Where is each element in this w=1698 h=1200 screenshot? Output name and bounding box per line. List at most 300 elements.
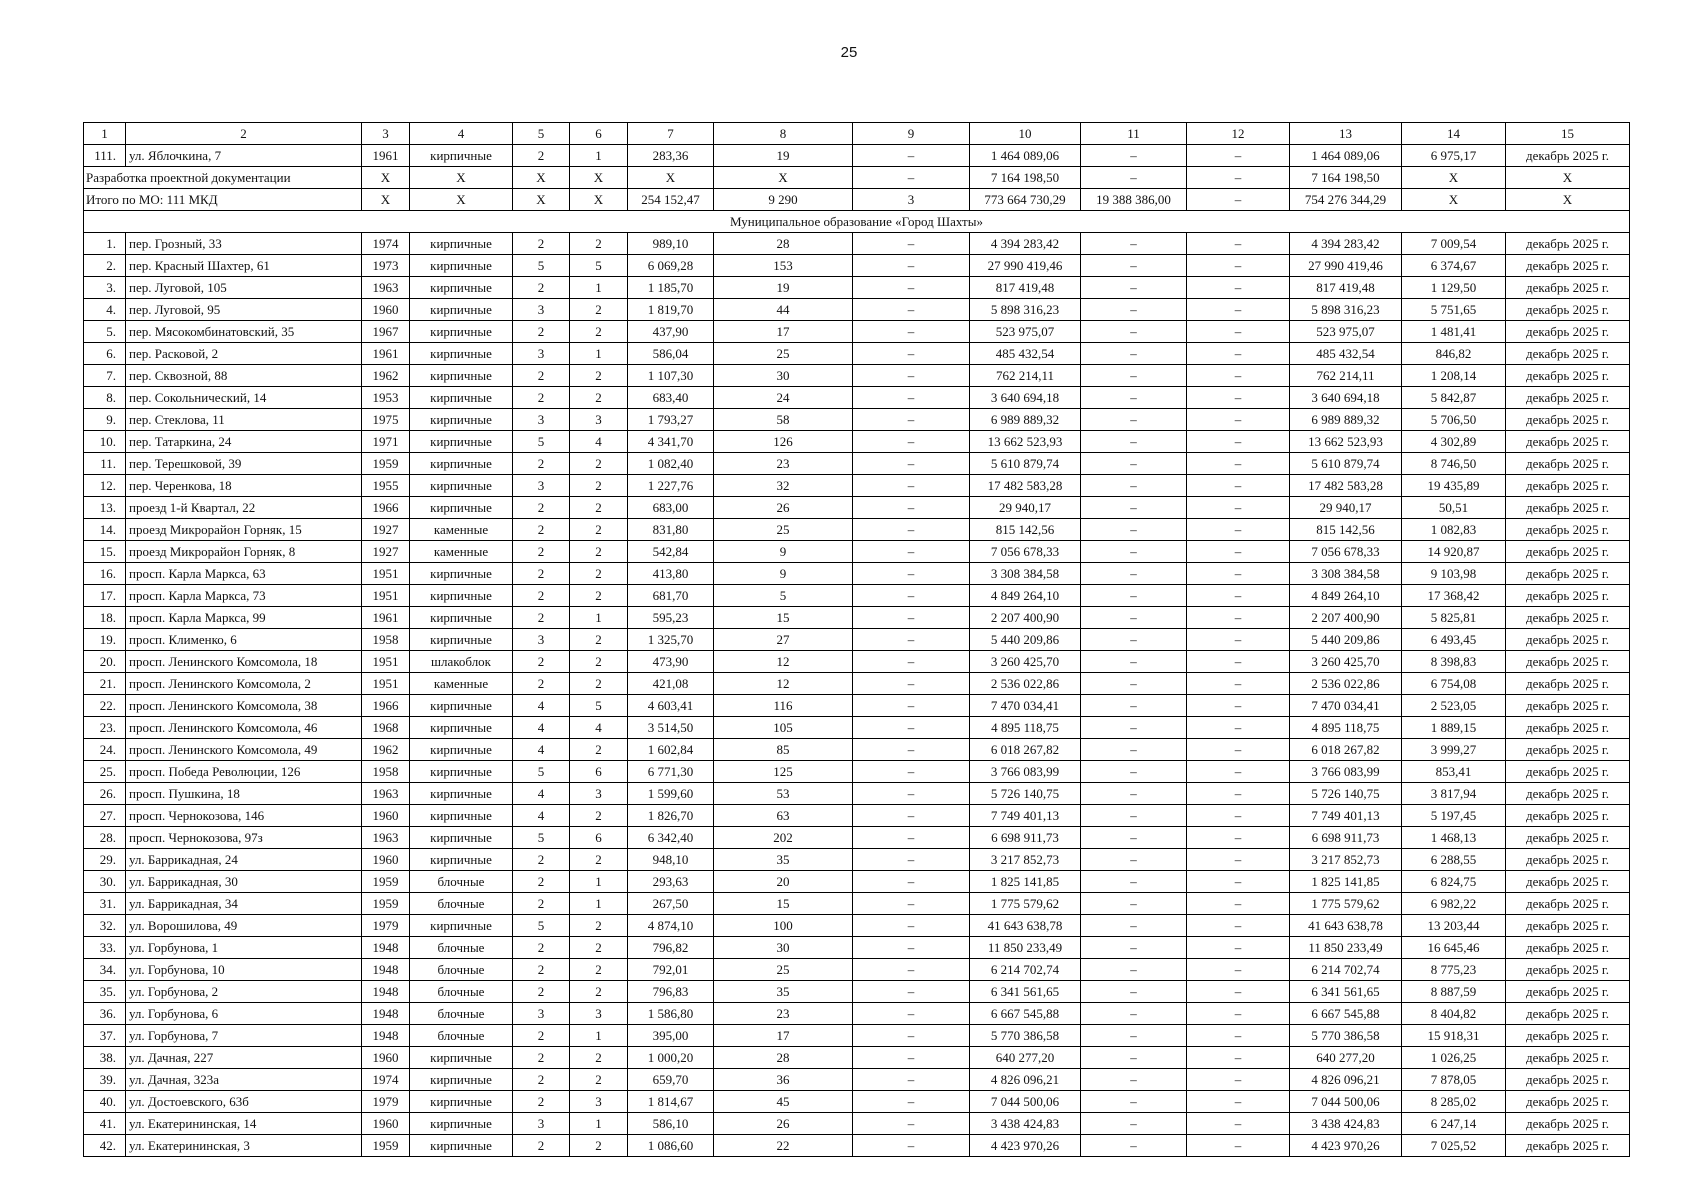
table-cell: 5 770 386,58 [970, 1025, 1081, 1047]
table-cell: 1 889,15 [1402, 717, 1506, 739]
table-cell: 42. [84, 1135, 126, 1157]
table-cell: 1979 [362, 1091, 410, 1113]
column-number-cell: 1 [84, 123, 126, 145]
table-cell: кирпичные [410, 1069, 513, 1091]
table-cell: – [853, 871, 970, 893]
table-cell: 35 [714, 849, 853, 871]
table-cell: 485 432,54 [1290, 343, 1402, 365]
table-row [84, 431, 1630, 453]
table-cell: X [410, 189, 513, 211]
table-cell: – [1081, 277, 1187, 299]
table-cell: 5 898 316,23 [970, 299, 1081, 321]
table-cell: 2 [570, 585, 628, 607]
table-cell: – [1081, 629, 1187, 651]
table-cell: кирпичные [410, 321, 513, 343]
table-cell: декабрь 2025 г. [1506, 277, 1630, 299]
table-cell: 796,82 [628, 937, 714, 959]
table-cell: декабрь 2025 г. [1506, 629, 1630, 651]
table-cell: декабрь 2025 г. [1506, 145, 1630, 167]
page-number: 25 [840, 44, 858, 61]
table-cell: – [1081, 145, 1187, 167]
table-cell: 1951 [362, 585, 410, 607]
table-cell: 2 [570, 739, 628, 761]
table-cell: 1975 [362, 409, 410, 431]
table-cell: 1 [570, 607, 628, 629]
table-row [84, 651, 1630, 673]
table-cell: 9 [714, 563, 853, 585]
summary-row [84, 189, 1630, 211]
table-cell: – [1081, 409, 1187, 431]
table-cell: 4 [513, 739, 570, 761]
table-cell: 6 069,28 [628, 255, 714, 277]
section-header-row [84, 211, 1630, 233]
table-cell: 25 [714, 519, 853, 541]
table-cell: 2 [513, 519, 570, 541]
table-cell: блочные [410, 1003, 513, 1025]
table-cell: 2 [513, 607, 570, 629]
table-cell: кирпичные [410, 739, 513, 761]
table-cell: 683,00 [628, 497, 714, 519]
table-cell: – [1187, 761, 1290, 783]
table-cell: 2 [570, 981, 628, 1003]
column-number-cell: 10 [970, 123, 1081, 145]
table-cell: – [1187, 1135, 1290, 1157]
table-cell: 6 214 702,74 [1290, 959, 1402, 981]
table-cell: 2 [513, 1047, 570, 1069]
table-cell: 1974 [362, 1069, 410, 1091]
table-cell: – [1081, 167, 1187, 189]
table-cell: ул. Горбунова, 10 [126, 959, 362, 981]
table-cell: 2 [513, 959, 570, 981]
table-cell: 11 850 233,49 [970, 937, 1081, 959]
table-cell: декабрь 2025 г. [1506, 475, 1630, 497]
table-cell: декабрь 2025 г. [1506, 915, 1630, 937]
table-cell: ул. Яблочкина, 7 [126, 145, 362, 167]
table-cell: просп. Пушкина, 18 [126, 783, 362, 805]
table-cell: 2 [570, 673, 628, 695]
table-row [84, 783, 1630, 805]
table-cell: 6 982,22 [1402, 893, 1506, 915]
table-cell: кирпичные [410, 453, 513, 475]
table-cell: 27 990 419,46 [1290, 255, 1402, 277]
table-cell: – [853, 343, 970, 365]
table-cell: X [570, 189, 628, 211]
table-cell: 2 [570, 629, 628, 651]
table-cell: 1 464 089,06 [1290, 145, 1402, 167]
column-number-row [84, 123, 1630, 145]
table-cell: 6 754,08 [1402, 673, 1506, 695]
table-cell: кирпичные [410, 1113, 513, 1135]
table-row [84, 827, 1630, 849]
table-cell: – [1187, 607, 1290, 629]
table-cell: 831,80 [628, 519, 714, 541]
table-cell: 2 [570, 541, 628, 563]
table-cell: просп. Карла Маркса, 99 [126, 607, 362, 629]
table-cell: декабрь 2025 г. [1506, 365, 1630, 387]
table-cell: 846,82 [1402, 343, 1506, 365]
table-cell: 473,90 [628, 651, 714, 673]
table-cell: – [1187, 277, 1290, 299]
table-cell: 6 493,45 [1402, 629, 1506, 651]
table-cell: 2 [513, 497, 570, 519]
table-cell: 23 [714, 453, 853, 475]
table-cell: проезд Микрорайон Горняк, 8 [126, 541, 362, 563]
table-cell: – [1187, 1113, 1290, 1135]
table-cell: 2 [570, 497, 628, 519]
table-cell: – [853, 585, 970, 607]
table-cell: 15. [84, 541, 126, 563]
table-cell: 111. [84, 145, 126, 167]
table-cell: – [1081, 717, 1187, 739]
table-cell: 1959 [362, 1135, 410, 1157]
table-cell: – [853, 739, 970, 761]
table-cell: кирпичные [410, 1135, 513, 1157]
table-row [84, 475, 1630, 497]
table-cell: – [1081, 871, 1187, 893]
table-cell: 640 277,20 [970, 1047, 1081, 1069]
table-cell: 1960 [362, 299, 410, 321]
table-cell: – [1081, 1069, 1187, 1091]
table-cell: – [1187, 585, 1290, 607]
table-cell: – [853, 453, 970, 475]
column-number-cell: 2 [126, 123, 362, 145]
table-cell: 6 247,14 [1402, 1113, 1506, 1135]
table-cell: декабрь 2025 г. [1506, 981, 1630, 1003]
table-cell: 2 536 022,86 [1290, 673, 1402, 695]
table-cell: 19. [84, 629, 126, 651]
table-cell: 28 [714, 1047, 853, 1069]
table-cell: – [1187, 827, 1290, 849]
table-cell: X [1402, 167, 1506, 189]
table-cell: 7 749 401,13 [1290, 805, 1402, 827]
table-cell: кирпичные [410, 255, 513, 277]
table-cell: 2 [570, 299, 628, 321]
table-cell: просп. Победа Революции, 126 [126, 761, 362, 783]
table-cell: – [1187, 145, 1290, 167]
table-cell: 13 203,44 [1402, 915, 1506, 937]
table-cell: 13 662 523,93 [1290, 431, 1402, 453]
table-cell: 1 [570, 343, 628, 365]
table-cell: 2 [513, 673, 570, 695]
table-cell: 1 [570, 277, 628, 299]
table-cell: 12 [714, 673, 853, 695]
table-cell: X [1506, 167, 1630, 189]
table-cell: X [362, 189, 410, 211]
table-cell: 27. [84, 805, 126, 827]
table-cell: 36. [84, 1003, 126, 1025]
table-cell: 3 766 083,99 [970, 761, 1081, 783]
table-cell: 586,04 [628, 343, 714, 365]
table-cell: ул. Баррикадная, 34 [126, 893, 362, 915]
table-cell: 6 698 911,73 [1290, 827, 1402, 849]
table-row [84, 1047, 1630, 1069]
table-cell: – [1081, 739, 1187, 761]
table-row [84, 805, 1630, 827]
table-cell: декабрь 2025 г. [1506, 1113, 1630, 1135]
table-cell: пер. Татаркина, 24 [126, 431, 362, 453]
table-cell: 28. [84, 827, 126, 849]
table-cell: декабрь 2025 г. [1506, 893, 1630, 915]
table-cell: 126 [714, 431, 853, 453]
table-cell: ул. Баррикадная, 30 [126, 871, 362, 893]
table-cell: 5 [714, 585, 853, 607]
table-cell: 1 107,30 [628, 365, 714, 387]
table-cell: – [1187, 1091, 1290, 1113]
table-cell: 22. [84, 695, 126, 717]
table-cell: 1 826,70 [628, 805, 714, 827]
table-cell: 1951 [362, 673, 410, 695]
table-cell: кирпичные [410, 783, 513, 805]
table-cell: 36 [714, 1069, 853, 1091]
table-cell: 5 [570, 695, 628, 717]
table-cell: пер. Стеклова, 11 [126, 409, 362, 431]
table-cell: 659,70 [628, 1069, 714, 1091]
table-cell: 7 056 678,33 [970, 541, 1081, 563]
table-cell: 1 775 579,62 [970, 893, 1081, 915]
table-cell: 7 044 500,06 [1290, 1091, 1402, 1113]
table-cell: блочные [410, 893, 513, 915]
table-cell: 17 368,42 [1402, 585, 1506, 607]
table-row [84, 673, 1630, 695]
table-cell: – [853, 651, 970, 673]
table-cell: 1960 [362, 849, 410, 871]
table-cell: – [1187, 387, 1290, 409]
table-cell: декабрь 2025 г. [1506, 761, 1630, 783]
table-row [84, 585, 1630, 607]
table-cell: – [853, 255, 970, 277]
table-cell: 33. [84, 937, 126, 959]
table-cell: 153 [714, 255, 853, 277]
table-cell: – [853, 299, 970, 321]
column-number-cell: 15 [1506, 123, 1630, 145]
table-cell: 1 [570, 893, 628, 915]
table-cell: 25. [84, 761, 126, 783]
table-cell: 3 [570, 783, 628, 805]
table-cell: – [853, 563, 970, 585]
table-cell: кирпичные [410, 915, 513, 937]
table-cell: 1 208,14 [1402, 365, 1506, 387]
table-cell: – [853, 1069, 970, 1091]
table-cell: 2 [513, 145, 570, 167]
table-cell: – [853, 981, 970, 1003]
table-cell: 773 664 730,29 [970, 189, 1081, 211]
table-cell: – [1187, 783, 1290, 805]
housing-register-table [83, 122, 1630, 1157]
table-cell: 1948 [362, 959, 410, 981]
table-row [84, 1025, 1630, 1047]
table-cell: – [853, 365, 970, 387]
table-cell: декабрь 2025 г. [1506, 695, 1630, 717]
table-cell: – [1081, 959, 1187, 981]
table-cell: каменные [410, 673, 513, 695]
table-cell: 1 481,41 [1402, 321, 1506, 343]
table-cell: – [853, 277, 970, 299]
table-cell: кирпичные [410, 695, 513, 717]
table-cell: – [853, 761, 970, 783]
table-cell: ул. Достоевского, 63б [126, 1091, 362, 1113]
table-cell: проезд Микрорайон Горняк, 15 [126, 519, 362, 541]
table-cell: – [853, 673, 970, 695]
table-cell: – [1187, 189, 1290, 211]
table-cell: – [853, 849, 970, 871]
table-cell: 1 185,70 [628, 277, 714, 299]
table-cell: 3 766 083,99 [1290, 761, 1402, 783]
table-cell: 8 775,23 [1402, 959, 1506, 981]
table-cell: – [1081, 607, 1187, 629]
table-cell: – [1081, 585, 1187, 607]
table-cell: 2 [570, 937, 628, 959]
table-cell: 2 [513, 541, 570, 563]
table-cell: 3 [570, 1003, 628, 1025]
table-cell: 4 423 970,26 [970, 1135, 1081, 1157]
table-cell: 640 277,20 [1290, 1047, 1402, 1069]
table-cell: – [1187, 937, 1290, 959]
table-cell: кирпичные [410, 277, 513, 299]
table-cell: кирпичные [410, 475, 513, 497]
table-cell: кирпичные [410, 761, 513, 783]
table-cell: 116 [714, 695, 853, 717]
table-cell: декабрь 2025 г. [1506, 783, 1630, 805]
table-cell: 2 [570, 651, 628, 673]
table-cell: – [1187, 673, 1290, 695]
table-cell: 421,08 [628, 673, 714, 695]
table-cell: 1 599,60 [628, 783, 714, 805]
table-cell: – [1081, 387, 1187, 409]
table-cell: – [1187, 255, 1290, 277]
table-cell: 2 [570, 563, 628, 585]
table-cell: – [853, 145, 970, 167]
table-cell: 2 [513, 1091, 570, 1113]
table-cell: 542,84 [628, 541, 714, 563]
table-cell: просп. Чернокозова, 146 [126, 805, 362, 827]
table-cell: 3 217 852,73 [1290, 849, 1402, 871]
table-cell: – [853, 695, 970, 717]
table-cell: 8 746,50 [1402, 453, 1506, 475]
table-row [84, 629, 1630, 651]
table-cell: 2 [570, 387, 628, 409]
table-cell: блочные [410, 871, 513, 893]
table-cell: 1951 [362, 563, 410, 585]
table-cell: 523 975,07 [1290, 321, 1402, 343]
table-cell: 5 726 140,75 [1290, 783, 1402, 805]
table-cell: 30. [84, 871, 126, 893]
table-cell: 9 103,98 [1402, 563, 1506, 585]
table-cell: декабрь 2025 г. [1506, 849, 1630, 871]
table-cell: 853,41 [1402, 761, 1506, 783]
table-cell: каменные [410, 519, 513, 541]
table-cell: – [1187, 629, 1290, 651]
table-cell: 1. [84, 233, 126, 255]
table-cell: 2 [513, 937, 570, 959]
table-cell: 4 826 096,21 [970, 1069, 1081, 1091]
table-cell: 6 975,17 [1402, 145, 1506, 167]
table-cell: декабрь 2025 г. [1506, 343, 1630, 365]
table-cell: декабрь 2025 г. [1506, 409, 1630, 431]
table-cell: 948,10 [628, 849, 714, 871]
column-number-cell: 12 [1187, 123, 1290, 145]
table-cell: 1 129,50 [1402, 277, 1506, 299]
table-cell: 1 086,60 [628, 1135, 714, 1157]
table-cell: 2 [513, 585, 570, 607]
table-cell: 4 423 970,26 [1290, 1135, 1402, 1157]
table-cell: 8 887,59 [1402, 981, 1506, 1003]
table-cell: ул. Ворошилова, 49 [126, 915, 362, 937]
table-cell: 3 [853, 189, 970, 211]
table-cell: – [1081, 695, 1187, 717]
table-cell: 5 898 316,23 [1290, 299, 1402, 321]
table-cell: 34. [84, 959, 126, 981]
table-cell: 19 388 386,00 [1081, 189, 1187, 211]
table-cell: – [1081, 1025, 1187, 1047]
table-cell: – [853, 475, 970, 497]
table-cell: 1955 [362, 475, 410, 497]
table-cell: 3 [513, 299, 570, 321]
table-cell: 2 [513, 1069, 570, 1091]
table-cell: 523 975,07 [970, 321, 1081, 343]
table-cell: декабрь 2025 г. [1506, 1091, 1630, 1113]
table-cell: 26. [84, 783, 126, 805]
table-cell: кирпичные [410, 607, 513, 629]
table-cell: 6 341 561,65 [1290, 981, 1402, 1003]
table-cell: 4 394 283,42 [970, 233, 1081, 255]
table-cell: 1967 [362, 321, 410, 343]
table-cell: 1927 [362, 519, 410, 541]
table-cell: 6 288,55 [1402, 849, 1506, 871]
table-cell: 29 940,17 [970, 497, 1081, 519]
summary-row [84, 167, 1630, 189]
table-cell: 437,90 [628, 321, 714, 343]
table-cell: 6. [84, 343, 126, 365]
table-cell: блочные [410, 1025, 513, 1047]
table-cell: 4 394 283,42 [1290, 233, 1402, 255]
table-cell: 8 285,02 [1402, 1091, 1506, 1113]
table-cell: 7 749 401,13 [970, 805, 1081, 827]
table-cell: декабрь 2025 г. [1506, 255, 1630, 277]
table-cell: 2 [513, 1025, 570, 1047]
table-cell: 1951 [362, 651, 410, 673]
table-cell: 7. [84, 365, 126, 387]
table-cell: 3 438 424,83 [1290, 1113, 1402, 1135]
table-cell: 39. [84, 1069, 126, 1091]
table-cell: – [1081, 563, 1187, 585]
table-cell: пер. Терешковой, 39 [126, 453, 362, 475]
table-cell: 413,80 [628, 563, 714, 585]
table-row [84, 1069, 1630, 1091]
table-cell: 24 [714, 387, 853, 409]
table-cell: 754 276 344,29 [1290, 189, 1402, 211]
table-cell: декабрь 2025 г. [1506, 827, 1630, 849]
table-cell: 1973 [362, 255, 410, 277]
table-cell: 17 482 583,28 [1290, 475, 1402, 497]
column-number-cell: 5 [513, 123, 570, 145]
table-cell: ул. Екатерининская, 3 [126, 1135, 362, 1157]
table-cell: блочные [410, 959, 513, 981]
table-cell: 1963 [362, 827, 410, 849]
table-cell: 1 026,25 [1402, 1047, 1506, 1069]
table-cell: 1 468,13 [1402, 827, 1506, 849]
table-cell: просп. Карла Маркса, 73 [126, 585, 362, 607]
table-cell: 8 398,83 [1402, 651, 1506, 673]
table-cell: 58 [714, 409, 853, 431]
table-cell: 27 990 419,46 [970, 255, 1081, 277]
table-cell: 2. [84, 255, 126, 277]
table-cell: 2 [570, 915, 628, 937]
table-cell: 41 643 638,78 [1290, 915, 1402, 937]
table-cell: – [1187, 519, 1290, 541]
table-cell: пер. Луговой, 95 [126, 299, 362, 321]
table-cell: декабрь 2025 г. [1506, 805, 1630, 827]
table-cell: X [513, 167, 570, 189]
